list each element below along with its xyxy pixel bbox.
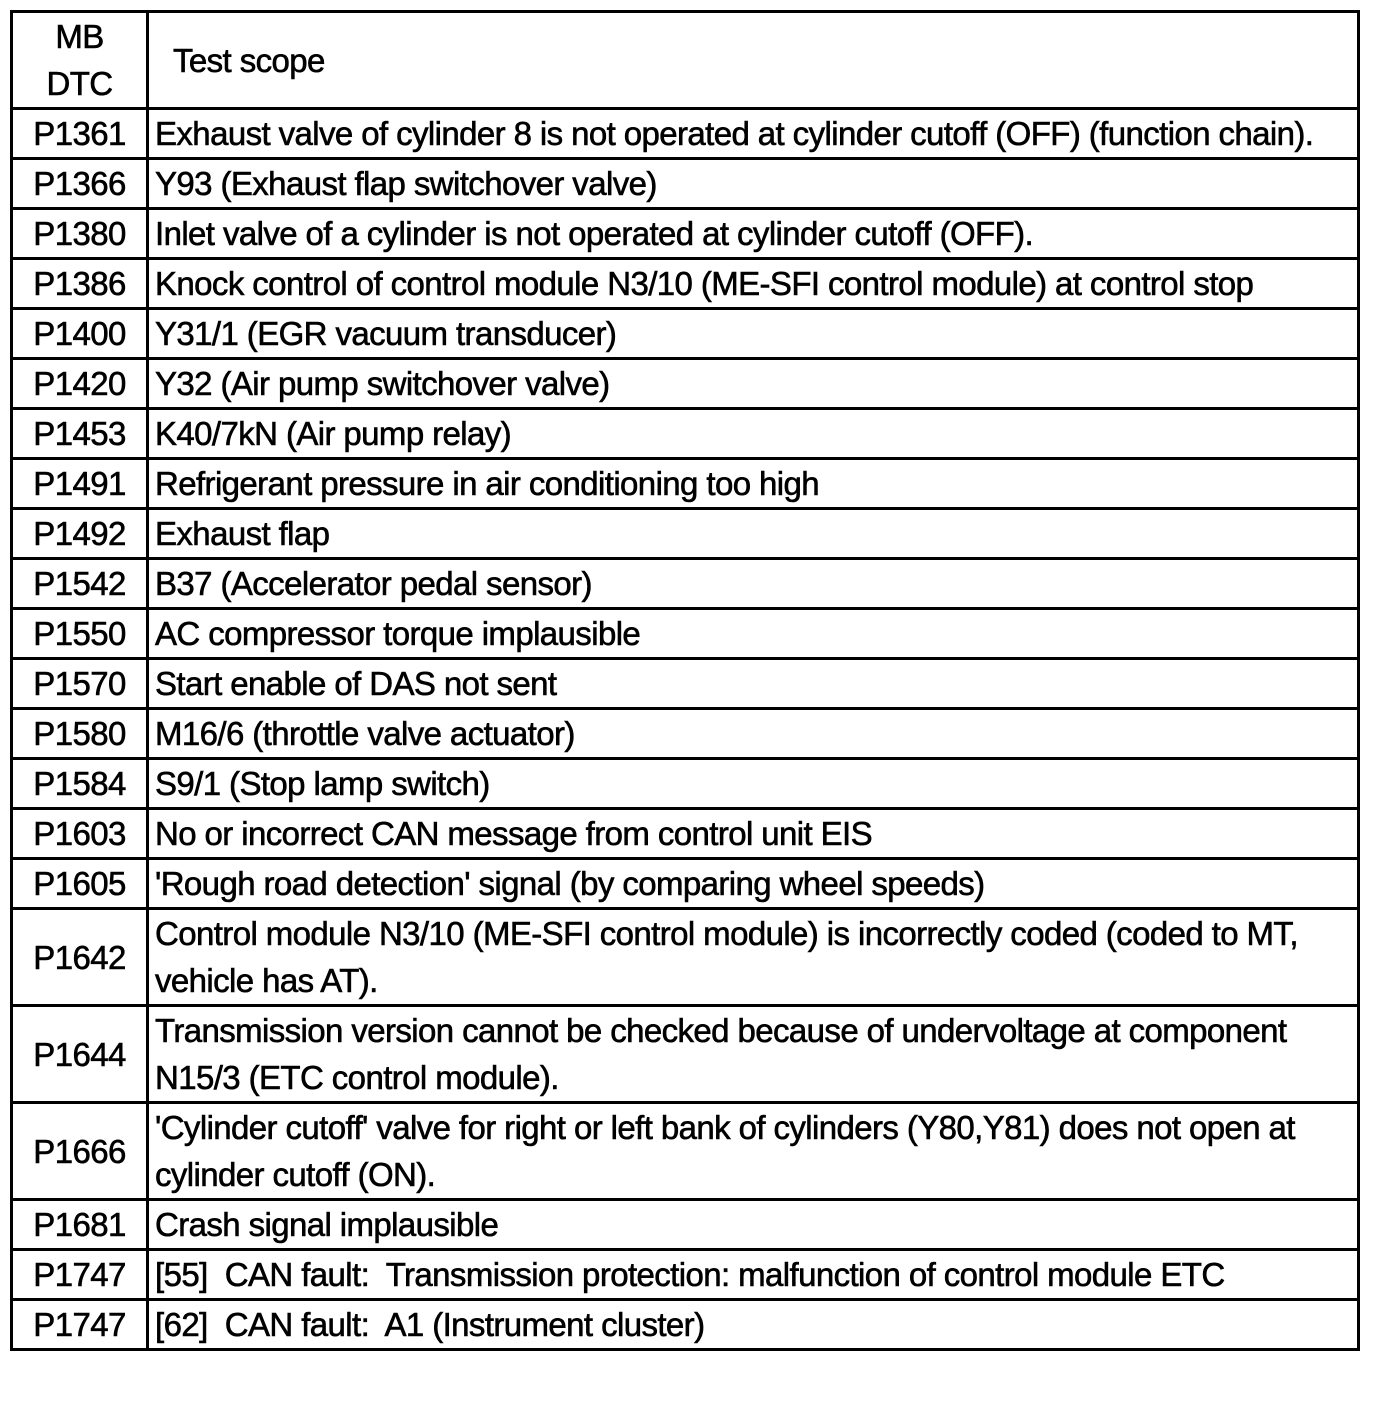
table-row bbox=[12, 709, 1359, 759]
test-scope-cell: [55] CAN fault: Transmission protection: malfunction of control module ETC bbox=[148, 1250, 1359, 1300]
table-row bbox=[12, 259, 1359, 309]
dtc-code-cell: P1400 bbox=[12, 309, 148, 359]
table-row bbox=[12, 759, 1359, 809]
dtc-code-cell: P1492 bbox=[12, 509, 148, 559]
test-scope-cell: K40/7kN (Air pump relay) bbox=[148, 409, 1359, 459]
test-scope-cell: Crash signal implausible bbox=[148, 1200, 1359, 1250]
test-scope-cell: 'Cylinder cutoff' valve for right or left bank of cylinders (Y80,Y81) does not open at cylinder cutoff (ON). bbox=[148, 1103, 1359, 1200]
dtc-table bbox=[10, 10, 1360, 1351]
dtc-code-cell: P1642 bbox=[12, 909, 148, 1006]
table-row bbox=[12, 1103, 1359, 1200]
table-row bbox=[12, 559, 1359, 609]
table-body bbox=[12, 109, 1359, 1350]
table-row bbox=[12, 909, 1359, 1006]
dtc-code-cell: P1542 bbox=[12, 559, 148, 609]
dtc-code-cell: P1570 bbox=[12, 659, 148, 709]
test-scope-cell: No or incorrect CAN message from control unit EIS bbox=[148, 809, 1359, 859]
dtc-code-cell: P1747 bbox=[12, 1300, 148, 1350]
test-scope-cell: Y93 (Exhaust flap switchover valve) bbox=[148, 159, 1359, 209]
dtc-code-cell: P1666 bbox=[12, 1103, 148, 1200]
table-row bbox=[12, 459, 1359, 509]
header-mb-dtc: MB DTC bbox=[12, 12, 148, 109]
table-row bbox=[12, 659, 1359, 709]
table-row bbox=[12, 359, 1359, 409]
table-row bbox=[12, 159, 1359, 209]
test-scope-cell: Transmission version cannot be checked because of undervoltage at component N15/3 (ETC control module). bbox=[148, 1006, 1359, 1103]
table-row bbox=[12, 1006, 1359, 1103]
dtc-code-cell: P1681 bbox=[12, 1200, 148, 1250]
test-scope-cell: 'Rough road detection' signal (by comparing wheel speeds) bbox=[148, 859, 1359, 909]
test-scope-cell: Exhaust valve of cylinder 8 is not operated at cylinder cutoff (OFF) (function chain). bbox=[148, 109, 1359, 159]
table-row bbox=[12, 809, 1359, 859]
test-scope-cell: [62] CAN fault: A1 (Instrument cluster) bbox=[148, 1300, 1359, 1350]
test-scope-cell: Y31/1 (EGR vacuum transducer) bbox=[148, 309, 1359, 359]
dtc-code-cell: P1644 bbox=[12, 1006, 148, 1103]
test-scope-cell: Y32 (Air pump switchover valve) bbox=[148, 359, 1359, 409]
table-row bbox=[12, 1250, 1359, 1300]
test-scope-cell: Knock control of control module N3/10 (ME-SFI control module) at control stop bbox=[148, 259, 1359, 309]
header-test-scope: Test scope bbox=[148, 12, 1359, 109]
test-scope-cell: AC compressor torque implausible bbox=[148, 609, 1359, 659]
table-row bbox=[12, 1200, 1359, 1250]
test-scope-cell: S9/1 (Stop lamp switch) bbox=[148, 759, 1359, 809]
dtc-code-cell: P1361 bbox=[12, 109, 148, 159]
table-row bbox=[12, 509, 1359, 559]
table-row bbox=[12, 209, 1359, 259]
table-row bbox=[12, 1300, 1359, 1350]
dtc-code-cell: P1584 bbox=[12, 759, 148, 809]
header-row bbox=[12, 12, 1359, 109]
dtc-code-cell: P1603 bbox=[12, 809, 148, 859]
dtc-code-cell: P1491 bbox=[12, 459, 148, 509]
table-row bbox=[12, 859, 1359, 909]
dtc-code-cell: P1386 bbox=[12, 259, 148, 309]
table-row bbox=[12, 609, 1359, 659]
dtc-code-cell: P1605 bbox=[12, 859, 148, 909]
test-scope-cell: Exhaust flap bbox=[148, 509, 1359, 559]
test-scope-cell: Start enable of DAS not sent bbox=[148, 659, 1359, 709]
test-scope-cell: M16/6 (throttle valve actuator) bbox=[148, 709, 1359, 759]
dtc-code-cell: P1453 bbox=[12, 409, 148, 459]
table-row bbox=[12, 109, 1359, 159]
test-scope-cell: Inlet valve of a cylinder is not operated at cylinder cutoff (OFF). bbox=[148, 209, 1359, 259]
table-header bbox=[12, 12, 1359, 109]
dtc-code-cell: P1747 bbox=[12, 1250, 148, 1300]
dtc-code-cell: P1580 bbox=[12, 709, 148, 759]
dtc-code-cell: P1366 bbox=[12, 159, 148, 209]
test-scope-cell: B37 (Accelerator pedal sensor) bbox=[148, 559, 1359, 609]
dtc-code-cell: P1420 bbox=[12, 359, 148, 409]
dtc-code-cell: P1550 bbox=[12, 609, 148, 659]
table-row bbox=[12, 409, 1359, 459]
test-scope-cell: Control module N3/10 (ME-SFI control module) is incorrectly coded (coded to MT, vehicle has AT). bbox=[148, 909, 1359, 1006]
dtc-code-cell: P1380 bbox=[12, 209, 148, 259]
test-scope-cell: Refrigerant pressure in air conditioning too high bbox=[148, 459, 1359, 509]
table-row bbox=[12, 309, 1359, 359]
